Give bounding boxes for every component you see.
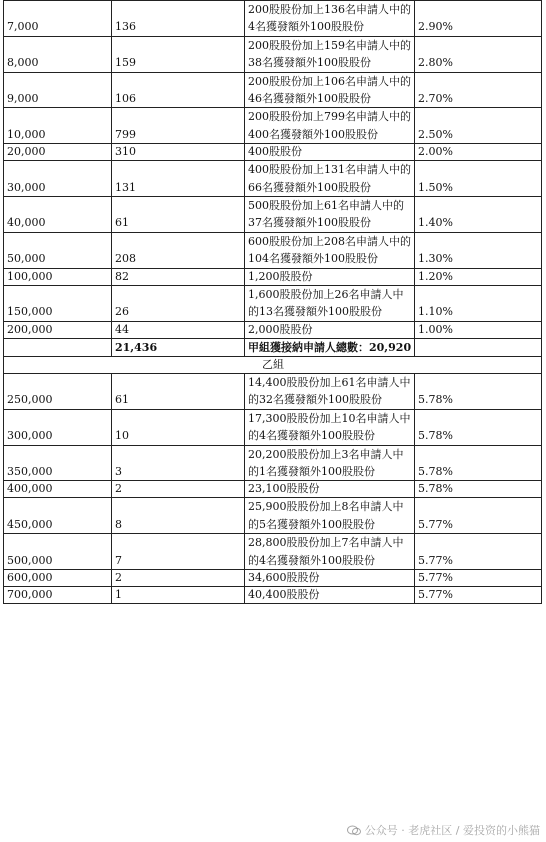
allotment-percent-cell: 5.78% [415,481,542,498]
allotment-basis-cell: 200股股份加上159名申請人中的38名獲發額外100股股份 [245,36,415,72]
allotment-basis-cell: 14,400股股份加上61名申請人中的32名獲發額外100股股份 [245,373,415,409]
applied-shares-cell: 30,000 [4,161,112,197]
applied-shares-cell: 40,000 [4,197,112,233]
table-row [4,586,542,603]
allotment-basis-cell: 20,200股股份加上3名申請人中的1名獲發額外100股股份 [245,445,415,481]
allotment-percent-cell: 1.00% [415,321,542,338]
table-row [4,36,542,72]
applicant-count-cell: 799 [112,108,245,144]
allotment-basis-cell: 400股股份加上131名申請人中的66名獲發額外100股股份 [245,161,415,197]
applied-shares-cell: 200,000 [4,321,112,338]
table-row [4,1,542,37]
table-row [4,268,542,285]
allotment-basis-cell: 25,900股股份加上8名申請人中的5名獲發額外100股股份 [245,498,415,534]
allocation-table-body [4,1,542,604]
table-row [4,72,542,108]
allotment-basis-cell: 40,400股股份 [245,586,415,603]
allotment-percent-cell: 1.40% [415,197,542,233]
table-row [4,409,542,445]
applied-shares-cell: 600,000 [4,569,112,586]
applied-shares-cell: 7,000 [4,1,112,37]
applicant-count-cell: 44 [112,321,245,338]
table-row [4,108,542,144]
allotment-percent-cell: 5.77% [415,569,542,586]
wechat-icon [347,825,361,836]
table-row [4,321,542,338]
table-row [4,232,542,268]
allotment-percent-cell: 5.77% [415,534,542,570]
applied-shares-cell: 300,000 [4,409,112,445]
applicant-count-cell: 159 [112,36,245,72]
applicant-count-cell: 2 [112,481,245,498]
table-row [4,161,542,197]
allotment-percent-cell: 1.50% [415,161,542,197]
allotment-basis-cell: 200股股份加上799名申請人中的400名獲發額外100股股份 [245,108,415,144]
watermark [347,822,540,838]
table-row [4,569,542,586]
applied-shares-cell: 250,000 [4,373,112,409]
applicant-count-cell: 8 [112,498,245,534]
applied-shares-cell: 350,000 [4,445,112,481]
allotment-percent-cell: 2.00% [415,144,542,161]
allotment-basis-cell: 34,600股股份 [245,569,415,586]
applied-shares-cell: 8,000 [4,36,112,72]
group-b-header-row [4,356,542,373]
total-blank-cell [415,338,542,356]
allotment-percent-cell: 1.30% [415,232,542,268]
applied-shares-cell: 700,000 [4,586,112,603]
allotment-percent-cell: 5.78% [415,373,542,409]
applicant-count-cell: 7 [112,534,245,570]
total-label-cell: 甲組獲接納申請人總數：20,920 [245,338,415,356]
applicant-count-cell: 1 [112,586,245,603]
allotment-percent-cell: 1.20% [415,268,542,285]
applicant-count-cell: 310 [112,144,245,161]
allotment-percent-cell: 2.70% [415,72,542,108]
allotment-basis-cell: 2,000股股份 [245,321,415,338]
table-row [4,144,542,161]
allotment-percent-cell: 1.10% [415,285,542,321]
allotment-basis-cell: 200股股份加上136名申請人中的4名獲發額外100股股份 [245,1,415,37]
total-applicants-cell: 21,436 [112,338,245,356]
applicant-count-cell: 10 [112,409,245,445]
applicant-count-cell: 208 [112,232,245,268]
total-blank-cell [4,338,112,356]
table-row [4,197,542,233]
applicant-count-cell: 106 [112,72,245,108]
table-row [4,534,542,570]
allotment-percent-cell: 5.77% [415,498,542,534]
allotment-percent-cell: 5.78% [415,445,542,481]
applied-shares-cell: 20,000 [4,144,112,161]
allotment-percent-cell: 2.80% [415,36,542,72]
table-row [4,481,542,498]
group-a-total-row [4,338,542,356]
allotment-basis-cell: 500股股份加上61名申請人中的37名獲發額外100股股份 [245,197,415,233]
table-row [4,445,542,481]
applied-shares-cell: 9,000 [4,72,112,108]
applicant-count-cell: 136 [112,1,245,37]
allotment-basis-cell: 400股股份 [245,144,415,161]
allotment-basis-cell: 1,600股股份加上26名申請人中的13名獲發額外100股股份 [245,285,415,321]
table-row [4,373,542,409]
allotment-basis-cell: 28,800股股份加上7名申請人中的4名獲發額外100股股份 [245,534,415,570]
applicant-count-cell: 2 [112,569,245,586]
applicant-count-cell: 131 [112,161,245,197]
allotment-basis-cell: 200股股份加上106名申請人中的46名獲發額外100股股份 [245,72,415,108]
allocation-table [3,0,542,604]
allotment-basis-cell: 23,100股股份 [245,481,415,498]
allotment-basis-cell: 600股股份加上208名申請人中的104名獲發額外100股股份 [245,232,415,268]
group-b-title: 乙組 [4,356,542,373]
table-row [4,285,542,321]
allotment-percent-cell: 2.90% [415,1,542,37]
allotment-basis-cell: 1,200股股份 [245,268,415,285]
applicant-count-cell: 3 [112,445,245,481]
applied-shares-cell: 400,000 [4,481,112,498]
allotment-basis-cell: 17,300股股份加上10名申請人中的4名獲發額外100股股份 [245,409,415,445]
applied-shares-cell: 50,000 [4,232,112,268]
watermark-text: 公众号 · 老虎社区 / 爱投资的小熊猫 [364,824,540,837]
applicant-count-cell: 61 [112,373,245,409]
allotment-percent-cell: 5.77% [415,586,542,603]
applied-shares-cell: 100,000 [4,268,112,285]
table-row [4,498,542,534]
applied-shares-cell: 450,000 [4,498,112,534]
applicant-count-cell: 82 [112,268,245,285]
allotment-percent-cell: 2.50% [415,108,542,144]
applicant-count-cell: 26 [112,285,245,321]
applied-shares-cell: 500,000 [4,534,112,570]
allotment-percent-cell: 5.78% [415,409,542,445]
applied-shares-cell: 10,000 [4,108,112,144]
applied-shares-cell: 150,000 [4,285,112,321]
applicant-count-cell: 61 [112,197,245,233]
